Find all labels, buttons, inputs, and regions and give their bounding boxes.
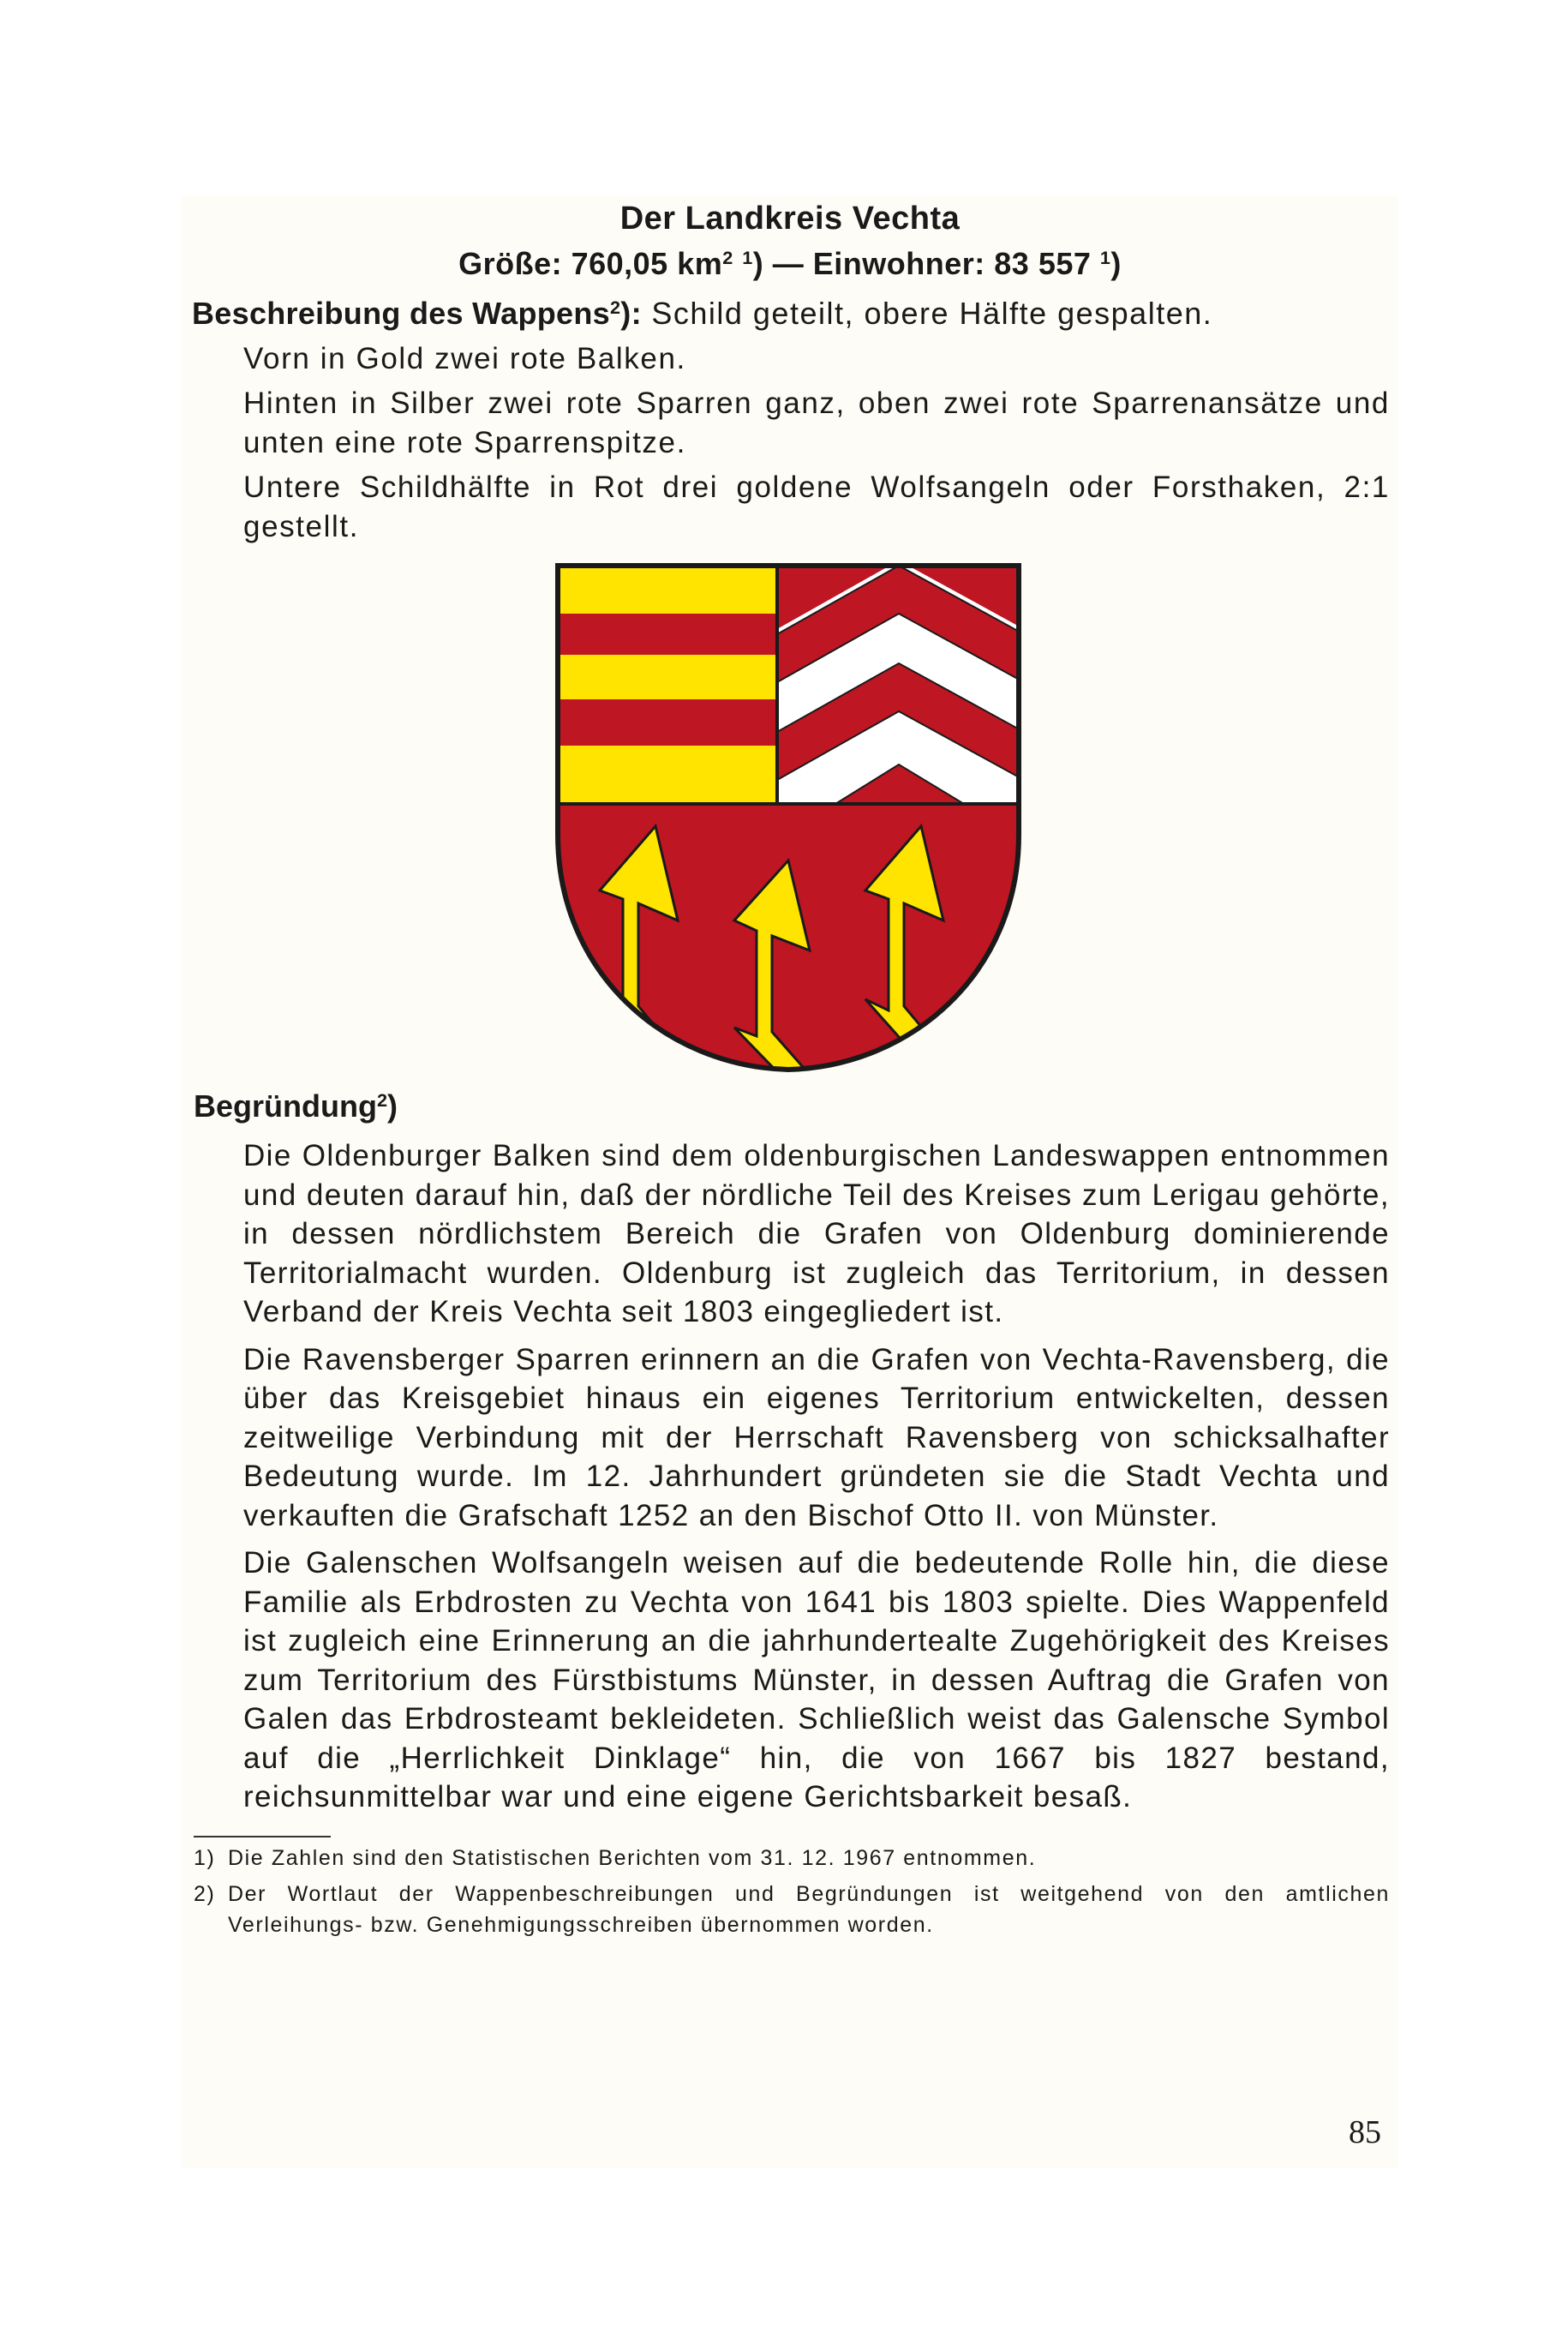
stats-separator: ) — Einwohner: 83 557: [752, 246, 1100, 281]
reasoning-heading: Begründung: [194, 1088, 377, 1124]
size-unit-exponent: 2: [722, 247, 733, 269]
page-title: Der Landkreis Vechta: [619, 201, 961, 237]
red-bar-upper: [553, 614, 777, 655]
stats-close: ): [1110, 246, 1122, 281]
coat-of-arms-image: [553, 561, 1024, 1075]
description-heading: Beschreibung des Wappens: [192, 296, 610, 331]
footnote-mark: 1): [194, 1845, 216, 1870]
description-paragraph: Vorn in Gold zwei rote Balken.: [243, 342, 686, 375]
page: [182, 195, 1398, 2168]
page-number: 85: [1349, 2114, 1381, 2150]
reasoning-heading-line: [182, 1085, 1398, 1128]
footnote-text: Die Zahlen sind den Statistischen Berichten vom 31. 12. 1967 entnommen.: [228, 1845, 1037, 1870]
red-bar-lower: [553, 699, 777, 746]
subtitle-stats: [182, 240, 1398, 288]
description-paragraph: Hinten in Silber zwei rote Sparren ganz, oben zwei rote Sparrenansätze und unten eine rote Sparrenspitze.: [243, 387, 1390, 459]
footnote: [182, 1879, 1398, 1940]
footnote-text: Der Wortlaut der Wappenbeschreibungen und Begründungen ist weitgehend von den amtlichen Verleihungs- bzw. Genehmigungsschreiben übernommen worden.: [228, 1881, 1390, 1937]
reasoning-paragraph: Die Galenschen Wolfsangeln weisen auf die bedeutende Rolle hin, die diese Familie als Erbdrosten zu Vechta von 1641 bis 1803 spielte. Dies Wappenfeld ist zugleich eine Erinnerung an die jahrhundertealte Zugehörigkeit des Kreises zum Territorium des Fürstbistums Münster, in dessen Auftrag die Grafen von Galen das Erbdrosteamt bekleideten. Schließlich weist das Galensche Symbol auf die „Herrlichkeit Dinklage“ hin, die von 1667 bis 1827 bestand, reichsunmittelbar war und eine eigene Gerichtsbarkeit besaß.: [243, 1546, 1390, 1813]
reasoning-paragraph: Die Oldenburger Balken sind dem oldenburgischen Landeswappen entnommen und deuten darauf hin, daß der nördliche Teil des Kreises zum Lerigau gehörte, in dessen nördlichstem Bereich die Grafen von Oldenburg dominierende Territorialmacht wurden. Oldenburg ist zugleich das Territorium, in dessen Verband der Kreis Vechta seit 1803 eingegliedert ist.: [243, 1139, 1390, 1328]
footnote-separator: [194, 1836, 331, 1837]
description-footnote-ref: 2: [609, 297, 621, 319]
size-label: Größe: 760,05 km: [458, 246, 723, 281]
reasoning-heading-close: ): [386, 1088, 398, 1124]
description-intro: Schild geteilt, obere Hälfte gespalten.: [641, 296, 1213, 331]
description-heading-close: ):: [620, 296, 642, 331]
footnote: [182, 1843, 1398, 1873]
reasoning-footnote-ref: 2: [376, 1089, 387, 1112]
size-footnote-ref: 1: [742, 247, 753, 269]
description-paragraph: Untere Schildhälfte in Rot drei goldene Wolfsangeln oder Forsthaken, 2:1 gestellt.: [243, 471, 1390, 543]
footnote-mark: 2): [194, 1881, 216, 1906]
gold-field: [553, 561, 777, 804]
page-content: [182, 195, 1398, 1940]
pop-footnote-ref: 1: [1099, 247, 1111, 269]
coat-of-arms: [182, 561, 1398, 1083]
description-heading-line: [182, 293, 1398, 334]
reasoning-paragraph: Die Ravensberger Sparren erinnern an die Grafen von Vechta-Ravensberg, die über das Kreisgebiet hinaus ein eigenes Territorium entwickelten, dessen zeitweilige Verbindung mit der Herrschaft Ravensberg von schicksalhafter Bedeutung wurde. Im 12. Jahrhundert gründeten sie die Stadt Vechta und verkauften die Grafschaft 1252 an den Bischof Otto II. von Münster.: [243, 1342, 1390, 1532]
